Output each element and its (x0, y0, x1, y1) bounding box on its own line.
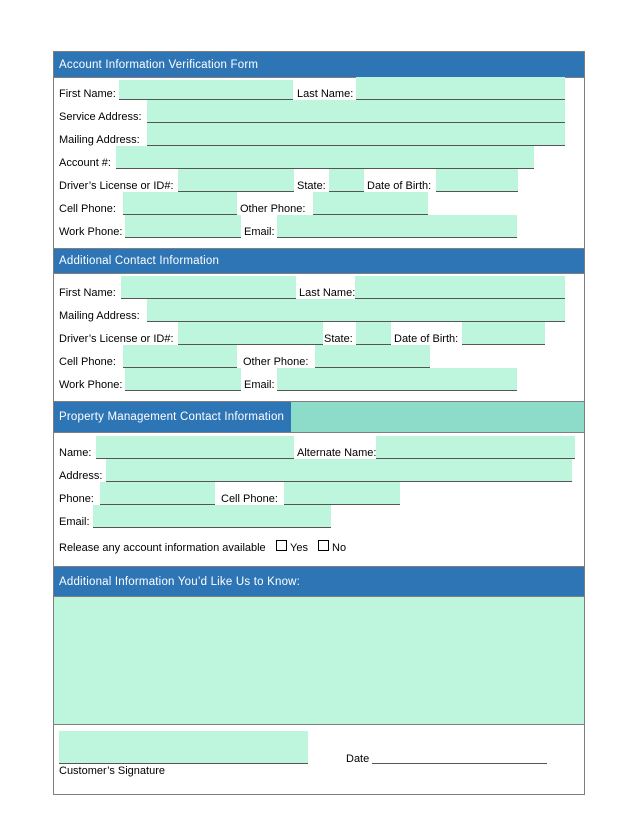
section-header-account-info (54, 52, 584, 77)
mailing-address-field[interactable] (147, 299, 565, 322)
email-field[interactable] (277, 368, 517, 391)
cell-phone-label: Cell Phone: (59, 203, 116, 215)
address-field[interactable] (106, 459, 572, 482)
first-name-field[interactable] (119, 80, 293, 100)
name-field[interactable] (96, 436, 294, 459)
account-number-label: Account #: (59, 157, 111, 169)
state-field[interactable] (356, 322, 391, 345)
account-number-field[interactable] (116, 146, 534, 169)
dob-field[interactable] (462, 322, 545, 345)
last-name-field[interactable] (355, 276, 565, 299)
divider (53, 432, 585, 433)
drivers-license-field[interactable] (178, 322, 323, 345)
service-address-label: Service Address: (59, 111, 142, 123)
section-header-additional-info (54, 567, 584, 596)
email-field[interactable] (93, 505, 331, 528)
yes-checkbox[interactable] (276, 540, 287, 551)
cell-phone-label: Cell Phone: (59, 356, 116, 368)
additional-info-textarea[interactable] (54, 597, 584, 724)
date-field[interactable] (372, 752, 547, 764)
drivers-license-field[interactable] (178, 169, 294, 192)
name-label: Name: (59, 447, 92, 459)
section-header-fill (291, 402, 584, 432)
alternate-name-label: Alternate Name: (297, 447, 377, 459)
other-phone-field[interactable] (315, 345, 430, 368)
state-label: State: (324, 333, 353, 345)
last-name-field[interactable] (356, 77, 565, 100)
mailing-address-label: Mailing Address: (59, 134, 140, 146)
section-header-property-management (54, 402, 291, 432)
alternate-name-field[interactable] (376, 436, 575, 459)
email-label: Email: (59, 516, 90, 528)
email-label: Email: (244, 226, 275, 238)
signature-field[interactable] (59, 731, 308, 764)
state-field[interactable] (329, 169, 364, 192)
last-name-label: Last Name: (297, 88, 354, 100)
cell-phone-label: Cell Phone: (221, 493, 278, 505)
mailing-address-field[interactable] (147, 123, 565, 146)
dob-field[interactable] (436, 169, 518, 192)
section-header-additional-contact (54, 249, 584, 273)
work-phone-field[interactable] (125, 368, 241, 391)
no-checkbox[interactable] (318, 540, 329, 551)
work-phone-label: Work Phone: (59, 379, 123, 391)
cell-phone-field[interactable] (284, 482, 400, 505)
divider (53, 724, 585, 725)
phone-label: Phone: (59, 493, 94, 505)
yes-label: Yes (290, 542, 308, 554)
section-title: Additional Information You’d Like Us to Know: (59, 575, 301, 588)
first-name-label: First Name: (59, 287, 116, 299)
mailing-address-label: Mailing Address: (59, 310, 140, 322)
email-label: Email: (244, 379, 275, 391)
drivers-license-label: Driver’s License or ID#: (59, 333, 174, 345)
address-label: Address: (59, 470, 103, 482)
divider (53, 273, 585, 274)
first-name-label: First Name: (59, 88, 116, 100)
first-name-field[interactable] (121, 276, 296, 299)
section-title: Additional Contact Information (59, 255, 220, 267)
other-phone-field[interactable] (313, 192, 428, 215)
section-title: Property Management Contact Information (59, 411, 285, 423)
signature-label: Customer’s Signature (59, 765, 165, 777)
phone-field[interactable] (100, 482, 215, 505)
no-label: No (332, 542, 347, 554)
other-phone-label: Other Phone: (240, 203, 306, 215)
email-field[interactable] (277, 215, 517, 238)
dob-label: Date of Birth: (367, 180, 432, 192)
state-label: State: (297, 180, 326, 192)
service-address-field[interactable] (147, 100, 565, 123)
work-phone-label: Work Phone: (59, 226, 123, 238)
other-phone-label: Other Phone: (243, 356, 309, 368)
cell-phone-field[interactable] (123, 345, 237, 368)
work-phone-field[interactable] (125, 215, 241, 238)
date-label: Date (346, 753, 370, 765)
cell-phone-field[interactable] (123, 192, 237, 215)
section-title: Account Information Verification Form (59, 58, 259, 71)
drivers-license-label: Driver’s License or ID#: (59, 180, 174, 192)
last-name-label: Last Name: (299, 287, 356, 299)
dob-label: Date of Birth: (394, 333, 459, 345)
release-label: Release any account information available (59, 542, 266, 554)
